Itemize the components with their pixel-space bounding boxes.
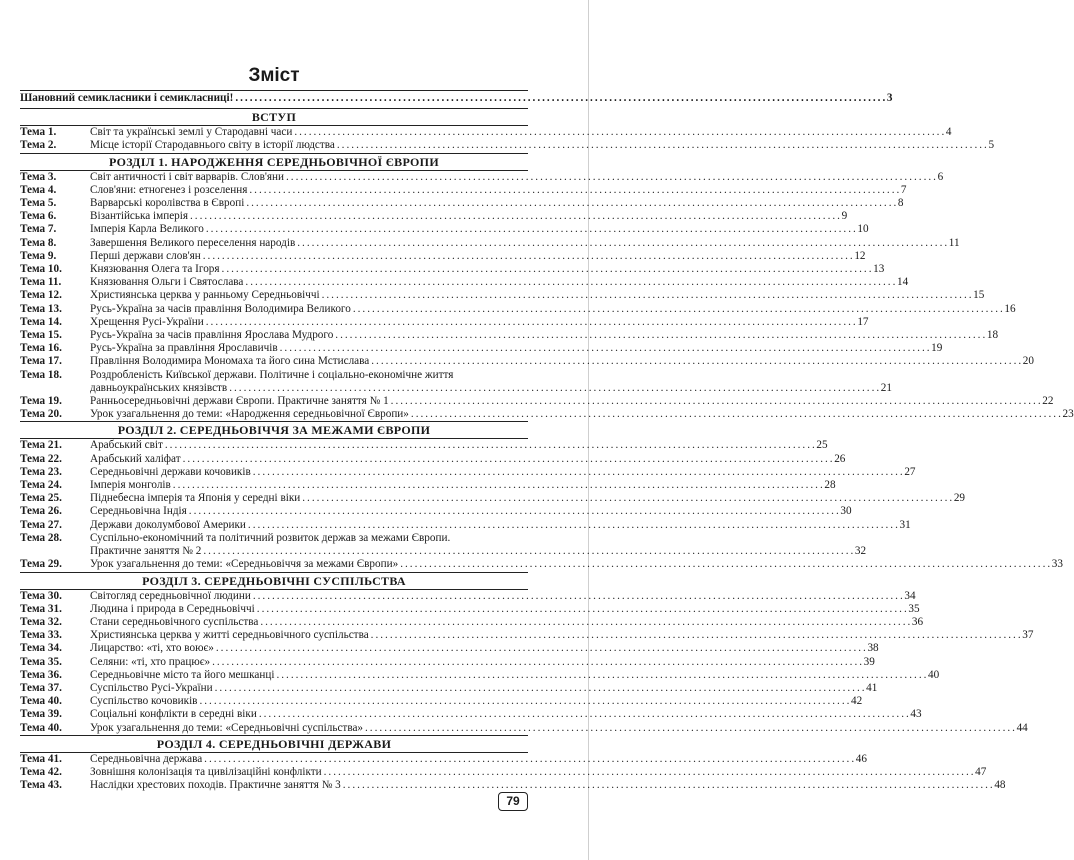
dot-leader [203,545,853,558]
dot-leader [343,779,993,792]
toc-entry-label: Тема 39. [20,708,62,721]
dot-leader [165,439,815,452]
toc-entry-label: Тема 12. [20,289,62,302]
toc-entry-text: Хрещення Русі-України [90,315,204,328]
toc-entry-page: 4 [945,126,952,139]
toc-entry-page: 25 [816,439,828,452]
toc-entry[interactable] [20,170,944,184]
dot-leader [206,223,856,236]
toc-entry[interactable] [20,465,916,479]
toc-entry-text-continued: давньоукраїнських князівств [90,381,228,394]
toc-sections [20,108,1074,792]
dot-leader [335,329,985,342]
toc-entry[interactable] [20,708,922,721]
toc-entry[interactable] [20,210,848,223]
dot-leader [216,642,866,655]
toc-entry-text: Урок узагальнення до теми: «Народження середньовічної Європи» [90,408,409,421]
dot-leader [173,479,823,492]
toc-entry-label: Тема 33. [20,629,62,642]
toc-entry[interactable] [20,439,828,452]
section-heading: РОЗДІЛ 2. СЕРЕДНЬОВІЧЧЯ ЗА МЕЖАМИ ЄВРОПИ [117,423,431,438]
toc-entry-page: 29 [953,492,966,505]
toc-entry[interactable] [20,183,907,197]
dot-leader [391,395,1041,408]
toc-entry-label: Тема 17. [20,355,62,368]
toc-entry-page: 6 [937,170,944,183]
toc-entry-label: Тема 18. [20,368,62,381]
toc-entry-text: Русь-Україна за часів правління Ярослава Мудрого [90,329,334,342]
toc-entry-page: 46 [855,752,867,765]
toc-entry[interactable] [20,558,1063,571]
toc-entry-page: 32 [854,545,867,558]
toc-entry-label: Тема 41. [20,752,62,765]
toc-entry-text: Стани середньовічного суспільства [90,615,259,628]
dot-leader [229,382,879,395]
toc-entry-text: Середньовічна держава [90,752,203,765]
toc-entry-text: Перші держави слов'ян [90,249,201,262]
toc-entry-label: Тема 26. [20,505,62,518]
toc-entry-text: Християнська церква у житті середньовічного суспільства [90,629,369,642]
section-heading: РОЗДІЛ 1. НАРОДЖЕННЯ СЕРЕДНЬОВІЧНОЇ ЄВРОПИ [109,154,439,169]
toc-entry-text: Середньовічне місто та його мешканці [90,668,275,681]
toc-entry[interactable] [20,329,999,342]
table-of-contents [20,64,1074,792]
dot-leader [324,766,974,779]
dot-leader [203,250,853,263]
toc-entry-label: Тема 11. [20,276,62,289]
toc-entry-page: 21 [880,381,892,394]
toc-entry-label: Тема 30. [20,589,62,602]
toc-entry-label: Тема 22. [20,452,62,465]
toc-entry-label: Тема 15. [20,329,62,342]
toc-entry[interactable] [20,315,869,329]
dot-leader [371,629,1021,642]
dot-leader [199,695,849,708]
toc-entry-text: Русь-Україна за правління Ярославичів [90,342,278,355]
dot-leader [400,558,1050,571]
toc-entry-page: 43 [910,708,922,721]
toc-entry-page: 38 [867,642,879,655]
toc-entry-text: Соціальні конфлікти в середні віки [90,708,257,721]
toc-entry-label: Тема 21. [20,439,62,452]
toc-entry-page: 13 [873,263,885,276]
dot-leader [371,355,1021,368]
toc-entry-label: Тема 43. [20,779,62,792]
toc-entry[interactable] [20,655,875,669]
toc-entry-label: Тема 32. [20,615,62,628]
toc-entry-label: Тема 29. [20,558,62,571]
dot-leader [206,316,856,329]
dot-leader [190,210,840,223]
toc-entry-label: Тема 35. [20,655,62,668]
toc-entry-text: Урок узагальнення до теми: «Середньовіччя за межами Європи» [90,558,399,571]
toc-entry-page: 36 [911,615,924,628]
dot-leader [337,139,987,152]
toc-entry[interactable] [20,765,987,779]
toc-entry[interactable] [20,249,866,263]
toc-entry-line2 [90,382,892,395]
toc-entry[interactable] [20,629,1034,642]
section-heading: РОЗДІЛ 3. СЕРЕДНЬОВІЧНІ СУСПІЛЬСТВА [142,573,406,588]
toc-entry-label: Тема 28. [20,531,62,544]
toc-entry[interactable] [20,263,885,276]
toc-entry-text-continued: Практичне заняття № 2 [90,545,202,558]
toc-entry[interactable] [20,681,878,695]
toc-entry-page: 37 [1022,629,1034,642]
toc-entry[interactable] [20,408,1074,421]
toc-entry-label: Тема 16. [20,342,62,355]
dot-leader [286,171,936,184]
toc-entry-label: Тема 40. [20,721,62,734]
toc-entry-page: 48 [994,779,1006,792]
toc-entry-text: Імперія монголів [90,479,171,492]
toc-entry-text: Світ античності і світ варварів. Слов'яни [90,170,284,183]
toc-entry-page: 40 [928,668,940,681]
toc-entry[interactable] [20,302,1016,316]
toc-entry-label: Тема 34. [20,642,62,655]
title-rule [20,90,528,91]
toc-entry-text: Завершення Великого переселення народів [90,236,296,249]
dot-leader [365,722,1015,735]
toc-entry-page: 44 [1016,721,1028,734]
dot-leader [411,408,1061,421]
toc-entry-label: Тема 10. [20,263,62,276]
dot-leader [253,466,903,479]
toc-intro-text: Шановний семикласники і семикласниці! [20,92,234,104]
toc-entry-text: Наслідки хрестових походів. Практичне заняття № 3 [90,779,341,792]
toc-entry-label: Тема 6. [20,210,57,223]
toc-entry-text: Суспільство Русі-України [90,681,213,694]
toc-entry[interactable] [20,518,911,532]
toc-entry-label: Тема 19. [20,395,62,408]
toc-entry-page: 12 [854,249,866,262]
toc-entry-label: Тема 24. [20,479,62,492]
toc-entry[interactable] [20,139,995,152]
section-heading: РОЗДІЛ 4. СЕРЕДНЬОВІЧНІ ДЕРЖАВИ [156,736,392,751]
toc-entry-text: Князювання Ольги і Святослава [90,276,244,289]
toc-entry-text: Світогляд середньовічної людини [90,589,251,602]
toc-entry-text: Місце історії Стародавнього світу в історії людства [90,139,335,152]
toc-entry[interactable] [20,395,1054,408]
dot-leader [259,708,909,721]
dot-leader [245,276,895,289]
toc-entry-text: Суспільство кочовиків [90,695,198,708]
toc-entry-text: Слов'яни: етногенез і розселення [90,183,248,196]
dot-leader [322,289,972,302]
toc-entry[interactable] [20,779,1006,792]
toc-entry[interactable] [20,452,846,466]
dot-leader [235,92,885,105]
toc-entry-label: Тема 23. [20,465,62,478]
dot-leader [249,184,899,197]
toc-entry-text: Правління Володимира Мономаха та його сина Мстислава [90,355,370,368]
toc-entry[interactable] [20,602,920,616]
toc-entry[interactable] [20,368,892,395]
toc-entry-page: 39 [863,655,875,668]
toc-entry-label: Тема 14. [20,315,62,328]
dot-leader [257,603,907,616]
toc-entry[interactable] [20,505,852,518]
toc-entry-page: 41 [866,681,878,694]
toc-entry-label: Тема 1. [20,126,57,139]
toc-entry-page: 18 [986,329,999,342]
toc-entry-page: 47 [975,765,987,778]
toc-entry-label: Тема 42. [20,765,62,778]
toc-entry[interactable] [20,492,966,505]
dot-leader [212,656,862,669]
toc-entry-text: Арабський халіфат [90,452,181,465]
toc-entry-body [90,369,892,395]
section-heading: ВСТУП [251,110,297,125]
toc-entry-line2 [90,545,866,558]
dot-leader [253,590,903,603]
toc-entry[interactable] [20,289,985,302]
toc-entry-text: Християнська церква у ранньому Середньовіччі [90,289,320,302]
toc-entry-label: Тема 36. [20,668,62,681]
page-number: 79 [498,792,528,811]
toc-entry-text: Селяни: «ті, хто працює» [90,655,211,668]
toc-entry-text: Арабський світ [90,439,163,452]
toc-entry-page: 11 [948,236,960,249]
toc-entry-page: 8 [897,197,904,210]
toc-entry-page: 27 [904,465,916,478]
toc-entry-text: Князювання Олега та Ігоря [90,263,220,276]
dot-leader [260,616,910,629]
toc-entry-text: Піднебесна імперія та Японія у середні віки [90,492,301,505]
toc-entry-page: 22 [1042,395,1054,408]
toc-entry-text: Візантійська імперія [90,210,189,223]
toc-entry-page: 16 [1004,302,1016,315]
toc-entry-text: Людина і природа в Середньовіччі [90,602,255,615]
toc-intro-page: 3 [886,92,893,104]
toc-entry[interactable] [20,126,952,139]
toc-entry[interactable] [20,668,940,682]
toc-entry-page: 23 [1062,408,1074,421]
toc-entry-label: Тема 8. [20,236,57,249]
dot-leader [183,453,833,466]
toc-entry[interactable] [20,531,867,558]
toc-entry-text: Держави доколумбової Америки [90,518,246,531]
toc-entry-label: Тема 7. [20,223,57,236]
toc-entry[interactable] [20,276,909,289]
toc-entry-page: 42 [851,695,863,708]
toc-entry-page: 17 [857,315,869,328]
toc-entry-text: Середньовічні держави кочовиків [90,465,251,478]
dot-leader [204,753,854,766]
toc-entry-page: 19 [931,342,943,355]
toc-entry[interactable] [20,197,904,210]
dot-leader [302,492,952,505]
dot-leader [353,303,1003,316]
toc-entry-page: 33 [1051,558,1063,571]
toc-entry[interactable] [20,752,867,766]
dot-leader [215,682,865,695]
toc-entry-text: Світ та українські землі у Стародавні часи [90,126,293,139]
toc-entry-text: Ранньосередньовічні держави Європи. Практичне заняття № 1 [90,395,389,408]
toc-entry-body [90,532,866,558]
toc-entry-label: Тема 40. [20,695,62,708]
toc-entry-label: Тема 31. [20,602,62,615]
toc-entry-page: 7 [900,183,907,196]
toc-entry[interactable] [20,642,879,655]
page-title: Зміст [248,65,300,86]
toc-entry[interactable] [20,695,863,708]
toc-entry-label: Тема 3. [20,170,57,183]
dot-leader [246,197,896,210]
toc-entry-label: Тема 13. [20,302,62,315]
toc-entry-label: Тема 37. [20,681,62,694]
toc-entry[interactable] [20,721,1028,735]
toc-entry-label: Тема 27. [20,518,62,531]
toc-entry-text: Середньовічна Індія [90,505,187,518]
toc-entry[interactable] [20,615,924,629]
toc-entry-label: Тема 25. [20,492,62,505]
toc-entry-page: 10 [857,223,869,236]
toc-intro-entry[interactable] [20,92,893,105]
toc-entry-page: 28 [824,479,836,492]
toc-entry-text: Варварські королівства в Європі [90,197,245,210]
toc-entry-text: Суспільно-економічний та політичний розвиток держав за межами Європи. [90,531,451,544]
toc-entry-page: 20 [1022,355,1034,368]
toc-entry-text: Роздробленість Київської держави. Політичне і соціально-економічне життя [90,368,454,381]
toc-entry-label: Тема 4. [20,183,57,196]
toc-entry-page: 26 [834,452,846,465]
dot-leader [297,237,947,250]
toc-entry-page: 14 [896,276,909,289]
toc-entry-text: Імперія Карла Великого [90,223,204,236]
toc-entry[interactable] [20,223,869,236]
toc-entry-page: 15 [973,289,985,302]
toc-entry-page: 34 [904,589,916,602]
dot-leader [276,669,926,682]
toc-entry-label: Тема 2. [20,139,57,152]
toc-entry-page: 5 [988,139,995,152]
toc-entry[interactable] [20,479,836,492]
dot-leader [222,263,872,276]
toc-entry-page: 31 [899,518,911,531]
toc-entry[interactable] [20,236,960,250]
toc-entry-label: Тема 9. [20,249,57,262]
dot-leader [189,505,839,518]
toc-entry-text: Русь-Україна за часів правління Володимира Великого [90,302,351,315]
toc-entry-text: Урок узагальнення до теми: «Середньовічні суспільства» [90,721,364,734]
dot-leader [280,342,930,355]
toc-entry-text: Зовнішня колонізація та цивілізаційні конфлікти [90,765,322,778]
toc-entry[interactable] [20,589,916,603]
toc-entry-page: 30 [840,505,852,518]
toc-entry-page: 35 [908,602,920,615]
toc-entry-label: Тема 5. [20,197,57,210]
toc-entry-page: 9 [841,210,848,223]
dot-leader [294,126,944,139]
dot-leader [248,519,898,532]
toc-entry-text: Лицарство: «ті, хто воює» [90,642,214,655]
toc-entry-label: Тема 20. [20,408,62,421]
toc-entry[interactable] [20,355,1034,368]
toc-entry[interactable] [20,342,943,355]
